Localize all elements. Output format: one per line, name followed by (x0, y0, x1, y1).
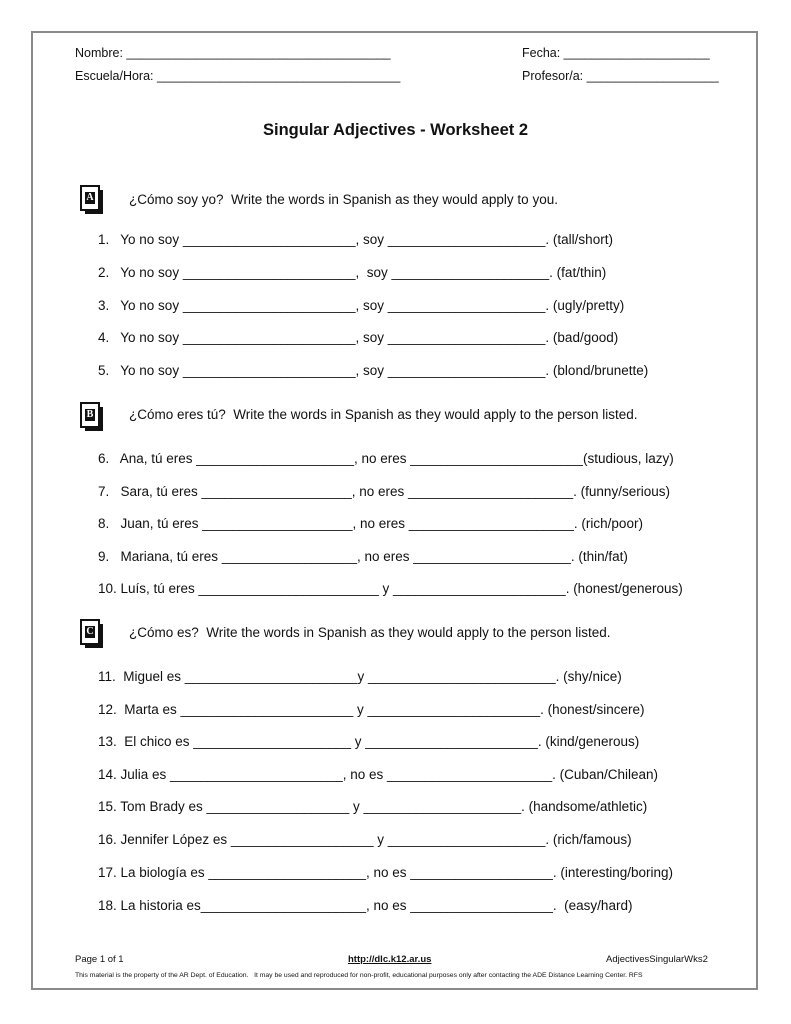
section-c-instruction: ¿Cómo es? Write the words in Spanish as they would apply to the person listed. (129, 625, 611, 640)
question-7: 7. Sara, tú eres ____________________, no eres ______________________. (funny/serious) (98, 484, 670, 499)
school-period-field: Escuela/Hora: ___________________________________ (75, 69, 401, 83)
section-c-badge (80, 619, 100, 645)
section-c-badge-letter: C (86, 626, 94, 637)
question-10: 10. Luís, tú eres ________________________ y _______________________. (honest/generous) (98, 581, 683, 596)
footer-link[interactable]: http://dlc.k12.ar.us (348, 954, 432, 965)
question-12: 12. Marta es _______________________ y _______________________. (honest/sincere) (98, 702, 645, 717)
question-8: 8. Juan, tú eres ____________________, no eres ______________________. (rich/poor) (98, 516, 643, 531)
question-1: 1. Yo no soy _______________________, soy _____________________. (tall/short) (98, 232, 613, 247)
name-field: Nombre: ______________________________________ (75, 46, 391, 60)
page-title: Singular Adjectives - Worksheet 2 (263, 121, 528, 139)
question-4: 4. Yo no soy _______________________, soy _____________________. (bad/good) (98, 330, 619, 345)
teacher-field: Profesor/a: ___________________ (522, 69, 719, 83)
question-17: 17. La biología es _____________________, no es ___________________. (interesting/boring) (98, 865, 673, 880)
question-16: 16. Jennifer López es ___________________ y _____________________. (rich/famous) (98, 832, 632, 847)
section-a-badge-letter: A (86, 192, 94, 203)
section-a-badge (80, 185, 100, 211)
question-9: 9. Mariana, tú eres __________________, no eres _____________________. (thin/fat) (98, 549, 628, 564)
date-field: Fecha: _____________________ (522, 46, 710, 60)
question-3: 3. Yo no soy _______________________, soy _____________________. (ugly/pretty) (98, 298, 625, 313)
section-b-badge (80, 402, 100, 428)
section-b-badge-letter: B (86, 409, 94, 420)
question-2: 2. Yo no soy _______________________, soy _____________________. (fat/thin) (98, 265, 607, 280)
question-13: 13. El chico es _____________________ y _______________________. (kind/generous) (98, 734, 640, 749)
author-initials: RFS (628, 972, 643, 979)
document-id: AdjectivesSingularWks2 (606, 954, 708, 965)
copyright-notice (75, 972, 643, 979)
notice-text: This material is the property of the AR Dept. of Education. It may be used and reproduced for non-profit, educational purposes only after contacting the ADE Distance Learning Center. (75, 972, 627, 979)
section-b-instruction: ¿Cómo eres tú? Write the words in Spanish as they would apply to the person listed. (129, 407, 638, 422)
question-11: 11. Miguel es _______________________y _________________________. (shy/nice) (98, 669, 622, 684)
question-14: 14. Julia es _______________________, no es ______________________. (Cuban/Chilean) (98, 767, 658, 782)
question-5: 5. Yo no soy _______________________, soy _____________________. (blond/brunette) (98, 363, 649, 378)
section-a-instruction: ¿Cómo soy yo? Write the words in Spanish as they would apply to you. (129, 192, 558, 207)
question-18: 18. La historia es______________________, no es ___________________. (easy/hard) (98, 898, 633, 913)
question-15: 15. Tom Brady es ___________________ y _____________________. (handsome/athletic) (98, 799, 648, 814)
question-6: 6. Ana, tú eres _____________________, no eres _______________________(studious, lazy) (98, 451, 674, 466)
page-number: Page 1 of 1 (75, 954, 124, 965)
